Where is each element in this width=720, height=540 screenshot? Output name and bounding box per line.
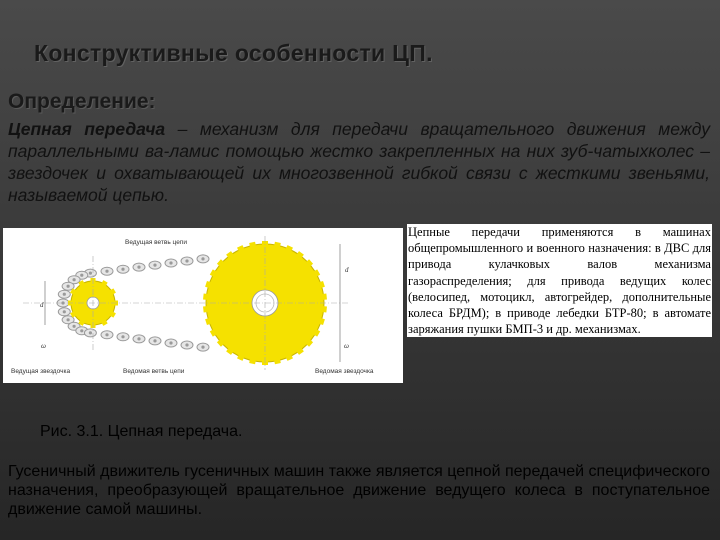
sprocket-tooth xyxy=(322,306,327,312)
chain-pin xyxy=(67,318,70,321)
chain-pin xyxy=(89,272,92,275)
chain-pin xyxy=(63,293,66,296)
chain-pin xyxy=(63,310,66,313)
slide-title: Конструктивные особенности ЦП. xyxy=(34,40,433,66)
application-text: Цепные передачи применяются в машинах общепромышленного и военного назначения: в ДВС для привода кулачковых валов механизма газораспределения; для привода ведущих колес (велосипед, мотоцикл, автогрейдер, дополнительные колеса БРДМ); в приводе лебедки БТР-80; в автомате заряжания пушки БМП-3 и др. механизмах. xyxy=(408,225,711,337)
chain-pin xyxy=(121,335,124,338)
chain-pin xyxy=(73,278,76,281)
chain-pin xyxy=(105,333,108,336)
tracked-drive-text: Гусеничный движитель гусеничных машин также является цепной передачей специфического назначения, преобразующей вращательное движение ведущего колеса в поступательное движение самой машины. xyxy=(8,463,710,518)
definition-term: Цепная передача xyxy=(8,119,166,139)
definition-text xyxy=(8,118,710,206)
sprocket-tooth xyxy=(203,294,208,300)
definition-body: – механизм для передачи вращательного движения между параллельными ва-ламис помощью жестко закрепленных на них зуб-чатыхколес – звездочек и охватывающей их многозвенной гибкой связи с жесткими звеньями, называемой цепью. xyxy=(8,119,711,205)
chain-pin xyxy=(121,268,124,271)
driven-sprocket-label: Ведомая звездочка xyxy=(315,368,374,375)
driven-branch-label: Ведомая ветвь цепи xyxy=(123,368,185,375)
driving-sprocket-label: Ведущая звездочка xyxy=(11,368,71,375)
chain-pin xyxy=(67,285,70,288)
chain-pin xyxy=(201,346,204,349)
chain-pin xyxy=(169,341,172,344)
sprocket-tooth xyxy=(322,294,327,300)
w2-label: ω xyxy=(344,342,349,350)
driving-branch-label: Ведущая ветвь цепи xyxy=(125,239,187,246)
figure-caption: Рис. 3.1. Цепная передача. xyxy=(40,423,243,440)
chain-pin xyxy=(201,257,204,260)
chain-pin xyxy=(80,329,83,332)
chain-pin xyxy=(169,261,172,264)
d2-label: d xyxy=(345,266,349,274)
d1-label: d xyxy=(40,301,44,309)
sprocket-tooth xyxy=(203,306,208,312)
chain-pin xyxy=(137,337,140,340)
w1-label: ω xyxy=(41,342,46,350)
chain-drive-figure xyxy=(3,228,403,383)
chain-pin xyxy=(89,331,92,334)
chain-pin xyxy=(73,325,76,328)
chain-pin xyxy=(105,270,108,273)
chain-pin xyxy=(185,259,188,262)
chain-pin xyxy=(137,266,140,269)
chain-drive-diagram xyxy=(3,228,403,383)
definition-heading: Определение: xyxy=(8,90,156,113)
chain-pin xyxy=(80,274,83,277)
chain-pin xyxy=(153,339,156,342)
chain-pin xyxy=(153,264,156,267)
chain-pin xyxy=(185,343,188,346)
